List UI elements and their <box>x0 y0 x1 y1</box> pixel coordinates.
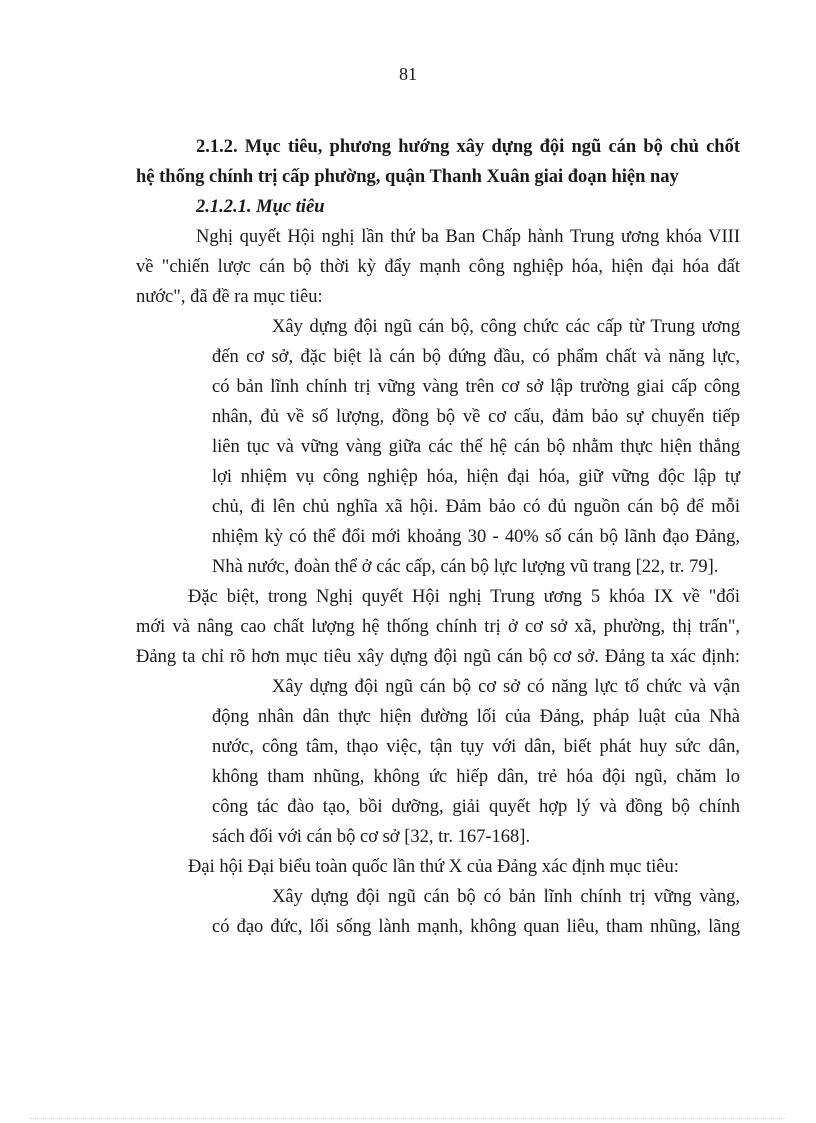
paragraph-line: về "chiến lược cán bộ thời kỳ đẩy mạnh công nghiệp hóa, hiện đại hóa đất <box>136 257 740 277</box>
quote-line: có đạo đức, lối sống lành mạnh, không quan liêu, tham nhũng, lãng <box>212 917 740 937</box>
quote-line: Xây dựng đội ngũ cán bộ, công chức các cấp từ Trung ương <box>272 317 740 337</box>
quote-line: Xây dựng đội ngũ cán bộ có bản lĩnh chính trị vững vàng, <box>272 887 740 907</box>
quote-line: lợi nhiệm vụ công nghiệp hóa, hiện đại hóa, giữ vững độc lập tự <box>212 467 740 487</box>
quote-line: nhiệm kỳ có thể đổi mới khoảng 30 - 40% số cán bộ lãnh đạo Đảng, <box>212 527 740 547</box>
quote-line: có bản lĩnh chính trị vững vàng trên cơ sở lập trường giai cấp công <box>212 377 740 397</box>
quote-line: chủ, đi lên chủ nghĩa xã hội. Đảm bảo có đủ nguồn cán bộ để mỗi <box>212 497 740 517</box>
quote-line: công tác đào tạo, bồi dưỡng, giải quyết hợp lý và đồng bộ chính <box>212 797 740 817</box>
page-content <box>136 132 740 942</box>
section-heading-line-1: 2.1.2. Mục tiêu, phương hướng xây dựng đội ngũ cán bộ chủ chốt <box>196 137 740 157</box>
paragraph-line: nước", đã đề ra mục tiêu: <box>136 287 323 307</box>
page-bottom-rule <box>30 1118 786 1119</box>
subsection-heading: 2.1.2.1. Mục tiêu <box>196 197 325 217</box>
page-number: 81 <box>399 64 417 84</box>
quote-line: động nhân dân thực hiện đường lối của Đảng, pháp luật của Nhà <box>212 707 740 727</box>
paragraph-line: mới và nâng cao chất lượng hệ thống chính trị ở cơ sở xã, phường, thị trấn", <box>136 617 740 637</box>
paragraph-line: Đặc biệt, trong Nghị quyết Hội nghị Trung ương 5 khóa IX về "đổi <box>188 587 740 607</box>
quote-line: nhân, đủ về số lượng, đồng bộ về cơ cấu, đảm bảo sự chuyển tiếp <box>212 407 740 427</box>
paragraph-line: Nghị quyết Hội nghị lần thứ ba Ban Chấp hành Trung ương khóa VIII <box>196 227 740 247</box>
quote-line: Nhà nước, đoàn thể ở các cấp, cán bộ lực lượng vũ trang [22, tr. 79]. <box>212 557 719 577</box>
section-heading-line-2: hệ thống chính trị cấp phường, quận Thanh Xuân giai đoạn hiện nay <box>136 167 679 187</box>
paragraph-line: Đại hội Đại biểu toàn quốc lần thứ X của Đảng xác định mục tiêu: <box>188 857 679 877</box>
paragraph-line: Đảng ta chỉ rõ hơn mục tiêu xây dựng đội ngũ cán bộ cơ sở. Đảng ta xác định: <box>136 647 740 667</box>
quote-line: sách đối với cán bộ cơ sở [32, tr. 167-168]. <box>212 827 531 847</box>
quote-line: nước, công tâm, thạo việc, tận tụy với dân, biết phát huy sức dân, <box>212 737 740 757</box>
quote-line: không tham nhũng, không ức hiếp dân, trẻ hóa đội ngũ, chăm lo <box>212 767 740 787</box>
quote-line: liên tục và vững vàng giữa các thế hệ cán bộ nhằm thực hiện thắng <box>212 437 740 457</box>
quote-line: đến cơ sở, đặc biệt là cán bộ đứng đầu, có phẩm chất và năng lực, <box>212 347 740 367</box>
quote-line: Xây dựng đội ngũ cán bộ cơ sở có năng lực tổ chức và vận <box>272 677 740 697</box>
